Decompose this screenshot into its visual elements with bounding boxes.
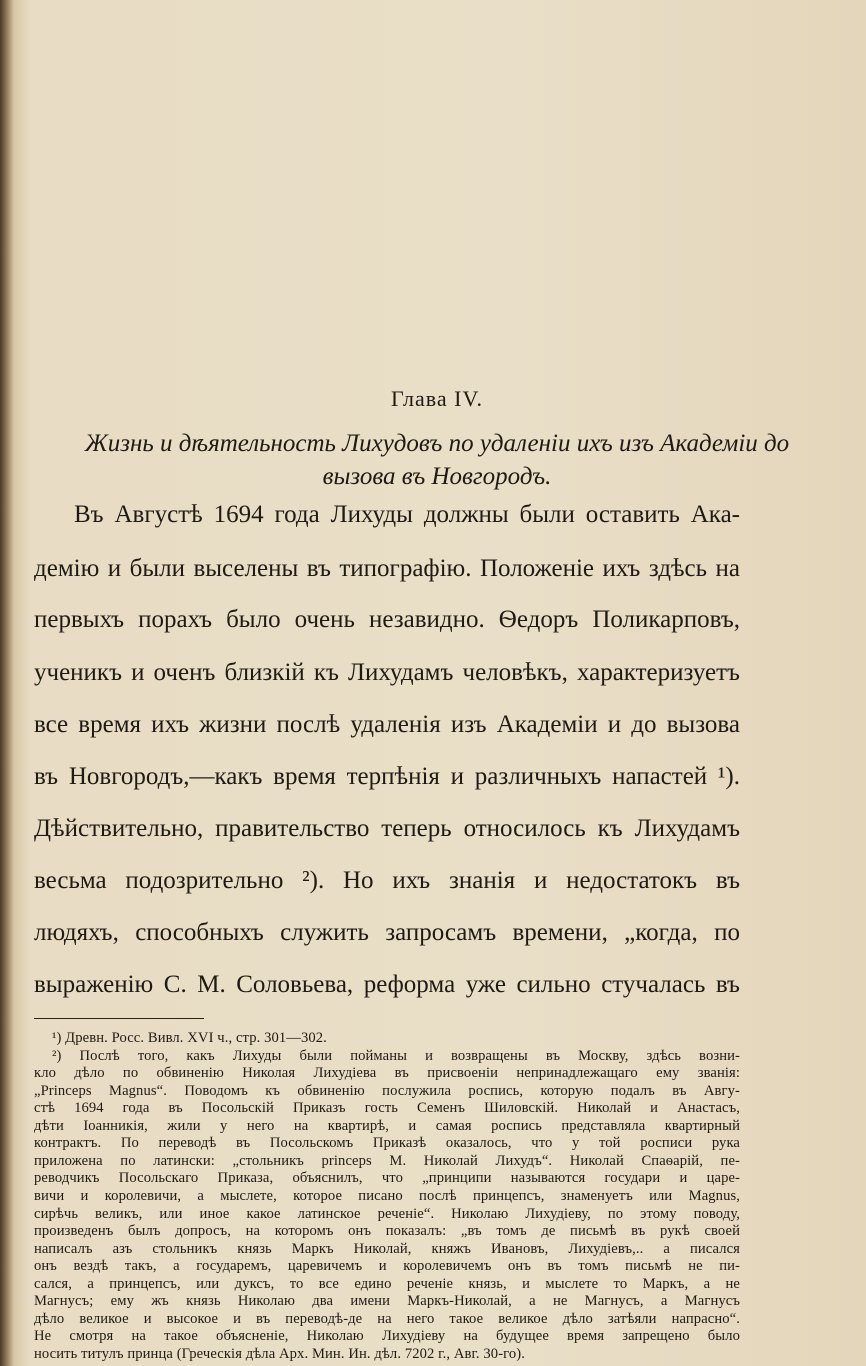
body-line: Въ Августѣ 1694 года Лихуды должны были оставить Ака- bbox=[74, 501, 740, 528]
footnote-2-line: дѣло великое и высокое и въ переводѣ-де на него такое великое дѣло затѣяли напрасно“. bbox=[34, 1310, 740, 1327]
footnote-2-line: произведенъ былъ допросъ, на которомъ онъ показалъ: „въ томъ де письмѣ въ рукѣ своей bbox=[34, 1223, 740, 1240]
footnote-2-line: приложена по латински: „стольникъ princeps М. Николай Лихудъ“. Николай Спаѳарій, пе- bbox=[34, 1152, 740, 1169]
body-line: все время ихъ жизни послѣ удаленія изъ Академіи и до вызова bbox=[34, 711, 740, 738]
chapter-subtitle bbox=[34, 427, 840, 493]
chapter-heading: Глава IV. bbox=[390, 386, 484, 411]
body-line: весьма подозрительно ²). Но ихъ знанія и недостатокъ въ bbox=[34, 867, 740, 894]
footnote-2-line: стѣ 1694 года въ Посольскій Приказъ гость Семенъ Шиловскій. Николай и Анастасъ, bbox=[34, 1100, 740, 1117]
body-line: ученикъ и оченъ близкій къ Лихудамъ человѣкъ, характеризуетъ bbox=[34, 659, 740, 686]
body-line: Дѣйствительно, правительство теперь относилось къ Лихудамъ bbox=[34, 815, 740, 842]
footnote-1: ¹) Древн. Росс. Вивл. XVI ч., стр. 301—302. bbox=[52, 1030, 327, 1046]
body-line: выраженію С. М. Соловьева, реформа уже сильно стучалась въ bbox=[34, 971, 740, 998]
footnote-2-line: Не смотря на такое объясненіе, Николаю Лихудіеву на будущее время запрещено было bbox=[34, 1328, 740, 1345]
footnote-2-line: реводчикъ Посольскаго Приказа, объяснилъ, что „принципи называются государи и царе- bbox=[34, 1170, 740, 1187]
body-line: людяхъ, способныхъ служить запросамъ времени, „когда, по bbox=[34, 919, 740, 946]
footnote-2-line: дѣти Іоанникія, жили у него на квартирѣ, и самая роспись представляла квартирный bbox=[34, 1117, 740, 1134]
footnote-2-line: „Princeps Magnus“. Поводомъ къ обвиненію послужила роспись, которую подалъ въ Авгу- bbox=[34, 1082, 740, 1099]
body-line: въ Новгородъ,—какъ время терпѣнія и различныхъ напастей ¹). bbox=[34, 763, 740, 790]
body-line: демію и были выселены въ типографію. Положеніе ихъ здѣсь на bbox=[34, 555, 740, 582]
footnote-2-line: ²) Послѣ того, какъ Лихуды были пойманы и возвращены въ Москву, здѣсь возни- bbox=[52, 1047, 740, 1064]
footnote-2-line: кло дѣло по обвиненію Николая Лихудіева въ присвоеніи непринадлежащаго ему званія: bbox=[34, 1065, 740, 1082]
footnote-rule bbox=[34, 1018, 204, 1019]
footnote-2-line: сирѣчь великъ, или иное какое латинское реченіе“. Николаю Лихудіеву, по этому поводу, bbox=[34, 1205, 740, 1222]
footnote-2-line: Магнусъ; ему жъ князь Николаю два имени Маркъ-Николай, а не Магнусъ, а Магнусъ bbox=[34, 1293, 740, 1310]
footnote-2-line: контрактъ. По переводѣ въ Посольскомъ Приказѣ оказалось, что у той росписи рука bbox=[34, 1135, 740, 1152]
body-line: первыхъ порахъ было очень незавидно. Ѳедоръ Поликарповъ, bbox=[34, 606, 740, 633]
footnote-2-line: онъ вездѣ такъ, а государемъ, царевичемъ и королевичемъ онъ въ томъ письмѣ не пи- bbox=[34, 1258, 740, 1275]
chapter-subtitle-line: Жизнь и дѣятельность Лихудовъ по удаленіи ихъ изъ Академіи до bbox=[84, 430, 790, 457]
footnote-2-line-last: носить титулъ принца (Греческія дѣла Арх. Мин. Ин. дѣл. 7202 г., Авг. 30-го). bbox=[34, 1346, 525, 1362]
footnote-2-line: вичи и королевичи, а мыслете, которое писано послѣ принцепсъ, знаменуетъ или Magnus, bbox=[34, 1188, 740, 1204]
chapter-subtitle-line: вызова въ Новгородъ. bbox=[322, 463, 552, 490]
footnote-2-line: сался, а принцепсъ, или дуксъ, то все едино реченіе князь, и мыслете то Маркъ, а не bbox=[34, 1275, 740, 1292]
footnote-2-line: написалъ азъ стольникъ князь Маркъ Николай, княжъ Ивановъ, Лихудіевъ,.. а писался bbox=[34, 1240, 740, 1257]
